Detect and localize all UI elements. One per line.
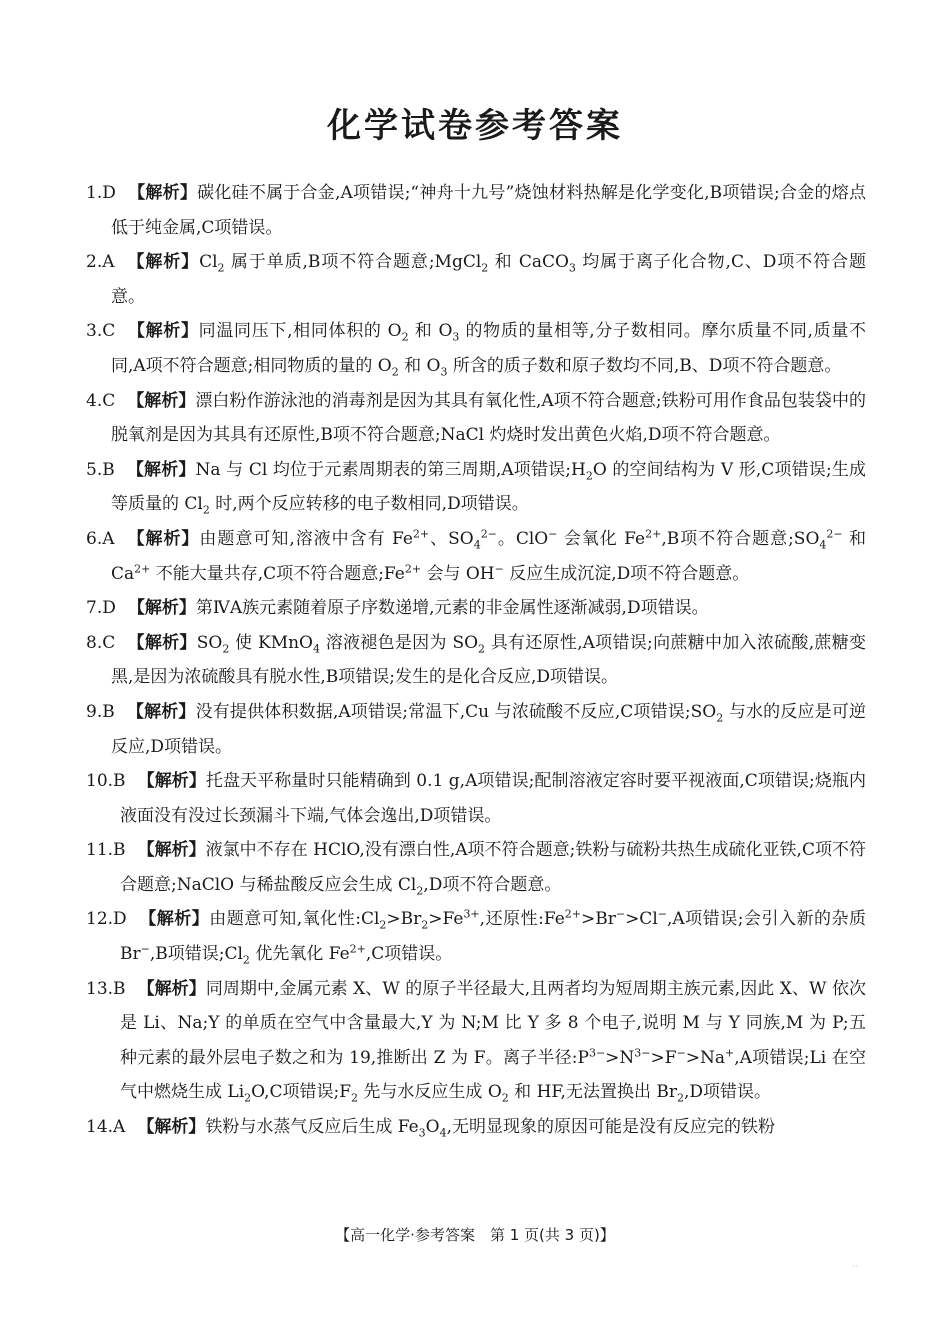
answer-item-14: 14.A 【解析】铁粉与水蒸气反应后生成 $Fe_3O_4$,无明显现象的原因可能是没有反应完的铁粉 (86, 1117, 776, 1140)
page-footer: 【高一化学·参考答案 第 1 页(共 3 页)】 (335, 1226, 615, 1244)
answer-item-7: 7.D 【解析】第ⅣA族元素随着原子序数递增,元素的非金属性逐渐减弱,D项错误。 (86, 598, 709, 619)
answer-item-2: 2.A 【解析】$Cl_2$ 属于单质,B项不符合题意;MgCl$_2$ 和 CaCO$_3$ 均属于离子化合物,C、D项不符合题意。 (86, 252, 866, 307)
page-title: 化学试卷参考答案 (327, 106, 623, 146)
answer-item-3: 3.C 【解析】同温同压下,相同体积的 $O_2$ 和 $O_3$ 的物质的量相等,分子数相同。摩尔质量不同,质量不同,A项不符合题意;相同物质的量的 $O_2$ 和 $O_3$ 所含的质子数和原子数均不同,B、D项不符合题意。 (86, 321, 866, 379)
answer-item-5: 5.B 【解析】Na 与 Cl 均位于元素周期表的第三周期,A项错误$;H_2O$ 的空间结构为 V 形,C项错误;生成等质量的 $Cl_2$ 时,两个反应转移的电子数相同,D项错误。 (86, 459, 866, 517)
answer-item-1: 1.D 【解析】碳化硅不属于合金,A项错误;“神舟十九号”烧蚀材料热解是化学变化,B项错误;合金的熔点低于纯金属,C项错误。 (86, 183, 866, 238)
answer-item-10: 10.B 【解析】托盘天平称量时只能精确到 0.1 g,A项错误;配制溶液定容时要平视液面,C项错误;烧瓶内液面没有没过长颈漏斗下端,气体会逸出,D项错误。 (86, 771, 866, 826)
answer-item-6: 6.A 【解析】由题意可知,溶液中含有 $Fe^{2+}$、$SO_4^{2-}$。ClO− 会氧化 $Fe^{2+},B$项不符合题意$;SO_4^{2-}$ 和 $Ca^{2+}$ 不能大量共存,C项不符合题意$;Fe^{2+}$ 会与 OH− 反应生成沉淀,D项不符合题意。 (86, 527, 867, 584)
answer-item-13: 13.B 【解析】同周期中,金属元素 X、W 的原子半径最大,且两者均为短周期主族元素,因此 X、W 依次是 Li、Na;Y 的单质在空气中含量最大,Y 为 N;M 比 Y 多 8 个电子,说明 M 与 Y 同族,M 为 P;五种元素的最外层电子数之和为 19,推断出 Z 为 F。离子半径$:P^{3-}>N^{3-}>F^->Na^+,A$项错误;Li 在空气中燃烧生成 $Li_2O,C$项错误$;F_2$ 先与水反应生成 $O_2$ 和 HF,无法置换出 $Br_2,D$项错误。 (86, 978, 867, 1105)
corner-mark: ·· (852, 1262, 858, 1272)
answer-item-4: 4.C 【解析】漂白粉作游泳池的消毒剂是因为其具有氧化性,A项不符合题意;铁粉可用作食品包装袋中的脱氧剂是因为其具有还原性,B项不符合题意;NaCl 灼烧时发出黄色火焰,D项不符合题意。 (86, 390, 866, 446)
answer-item-12: 12.D 【解析】由题意可知,氧化性$:Cl_2>Br_2>Fe^{3+}$,还原性$:Fe^{2+}>Br^->Cl^-,A$项错误;会引入新的杂质 Br−,B项错误$;Cl_2$ 优先氧化 $Fe^{2+},C$项错误。 (86, 907, 866, 967)
answer-list (86, 176, 866, 1145)
answer-item-9: 9.B 【解析】没有提供体积数据,A项错误;常温下,Cu 与浓硫酸不反应,C项错误$;SO_2$ 与水的反应是可逆反应,D项错误。 (86, 701, 867, 757)
answer-item-11: 11.B 【解析】液氯中不存在 HClO,没有漂白性,A项不符合题意;铁粉与硫粉共热生成硫化亚铁,C项不符合题意;NaClO 与稀盐酸反应会生成 $Cl_2,D$项不符合题意。 (86, 840, 866, 898)
answer-item-8: 8.C 【解析】$SO_2$ 使 KMnO$_4$ 溶液褪色是因为 $SO_2$ 具有还原性,A项错误;向蔗糖中加入浓硫酸,蔗糖变黑,是因为浓硫酸具有脱水性,B项错误;发生的是化合反应,D项错误。 (86, 632, 866, 688)
